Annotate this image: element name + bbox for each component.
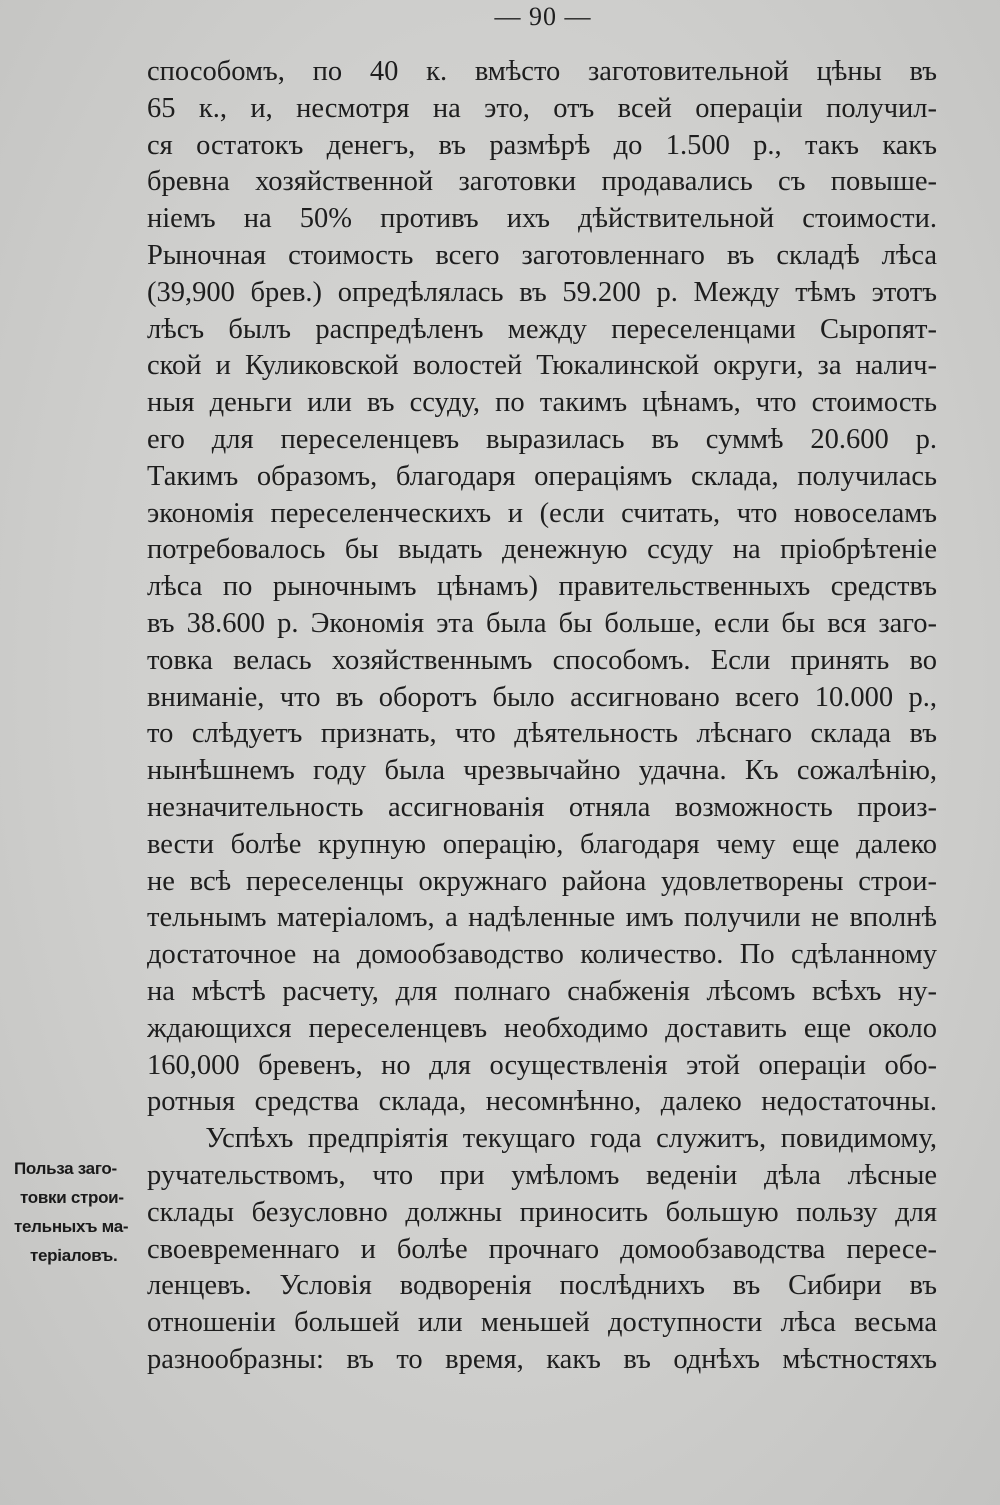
text-line: 65 к., и, несмотря на это, отъ всей операціи получил-: [147, 92, 937, 124]
text-line: склады безусловно должны приносить большую пользу для: [147, 1196, 937, 1228]
text-line: на мѣстѣ расчету, для полнаго снабженія лѣсомъ всѣхъ ну-: [147, 975, 937, 1007]
margin-note-line: Польза заго-: [14, 1159, 117, 1178]
text-line: товка велась хозяйственнымъ способомъ. Если принять во: [147, 644, 937, 676]
text-line: способомъ, по 40 к. вмѣсто заготовительной цѣны въ: [147, 56, 937, 87]
text-line: тельнымъ матеріаломъ, а надѣленные имъ получили не вполнѣ: [147, 902, 937, 934]
text-line: незначительность ассигнованія отняла возможность произ-: [147, 791, 937, 823]
text-line: въ 38.600 р. Экономія эта была бы больше, если бы вся заго-: [147, 607, 937, 639]
text-line: лѣсъ былъ распредѣленъ между переселенцами Сыропят-: [147, 313, 937, 345]
text-line: Такимъ образомъ, благодаря операціямъ склада, получилась: [147, 460, 937, 492]
margin-note-line: теріаловъ.: [30, 1246, 118, 1265]
text-line: нынѣшнемъ году была чрезвычайно удачна. Къ сожалѣнію,: [147, 755, 937, 787]
text-line: лѣса по рыночнымъ цѣнамъ) правительственныхъ средствъ: [147, 571, 937, 603]
margin-note-line: тельныхъ ма-: [14, 1217, 129, 1236]
text-line: ніемъ на 50% противъ ихъ дѣйствительной стоимости.: [147, 203, 937, 235]
text-line: не всѣ переселенцы окружнаго района удовлетворены строи-: [147, 865, 937, 897]
text-line: вести болѣе крупную операцію, благодаря чему еще далеко: [147, 828, 937, 860]
page-number: — 90 —: [494, 2, 592, 31]
text-line: то слѣдуетъ признать, что дѣятельность лѣснаго склада въ: [147, 718, 937, 750]
text-line: разнообразны: въ то время, какъ въ однѣхъ мѣстностяхъ: [147, 1343, 937, 1375]
text-line: своевременнаго и болѣе прочнаго домообзаводства пересе-: [147, 1233, 937, 1265]
text-line: потребовалось бы выдать денежную ссуду на пріобрѣтеніе: [147, 534, 937, 566]
text-line: вниманіе, что въ оборотъ было ассигновано всего 10.000 р.,: [147, 681, 937, 713]
text-line: экономія переселенческихъ и (если считать, что новоселамъ: [147, 497, 937, 529]
text-line: 160,000 бревенъ, но для осуществленія этой операціи обо-: [147, 1049, 937, 1081]
text-line: отношеніи большей или меньшей доступности лѣса весьма: [147, 1307, 937, 1339]
text-line: Рыночная стоимость всего заготовленнаго въ складѣ лѣса: [147, 239, 937, 271]
text-line: ся остатокъ денегъ, въ размѣрѣ до 1.500 р., такъ какъ: [147, 129, 937, 161]
text-line: ныя деньги или въ ссуду, по такимъ цѣнамъ, что стоимость: [147, 387, 937, 419]
text-line: его для переселенцевъ выразилась въ суммѣ 20.600 р.: [147, 423, 937, 455]
text-line: достаточное на домообзаводство количество. По сдѣланному: [147, 939, 937, 971]
margin-note-line: товки строи-: [20, 1188, 124, 1207]
text-line: ротныя средства склада, несомнѣнно, далеко недостаточны.: [147, 1086, 937, 1118]
text-line: ждающихся переселенцевъ необходимо доставить еще около: [147, 1012, 937, 1044]
text-line: Успѣхъ предпріятія текущаго года служитъ, повидимому,: [147, 1123, 937, 1155]
text-line: бревна хозяйственной заготовки продавались съ повыше-: [147, 166, 937, 198]
text-line: ручательствомъ, что при умѣломъ веденіи дѣла лѣсные: [147, 1159, 937, 1191]
text-line: (39,900 брев.) опредѣлялась въ 59.200 р. Между тѣмъ этотъ: [147, 276, 937, 308]
text-line: ской и Куликовской волостей Тюкалинской округи, за налич-: [147, 350, 937, 382]
body-text: [147, 54, 937, 1379]
text-line: ленцевъ. Условія водворенія послѣднихъ въ Сибири въ: [147, 1270, 937, 1302]
margin-note: [14, 1154, 142, 1270]
